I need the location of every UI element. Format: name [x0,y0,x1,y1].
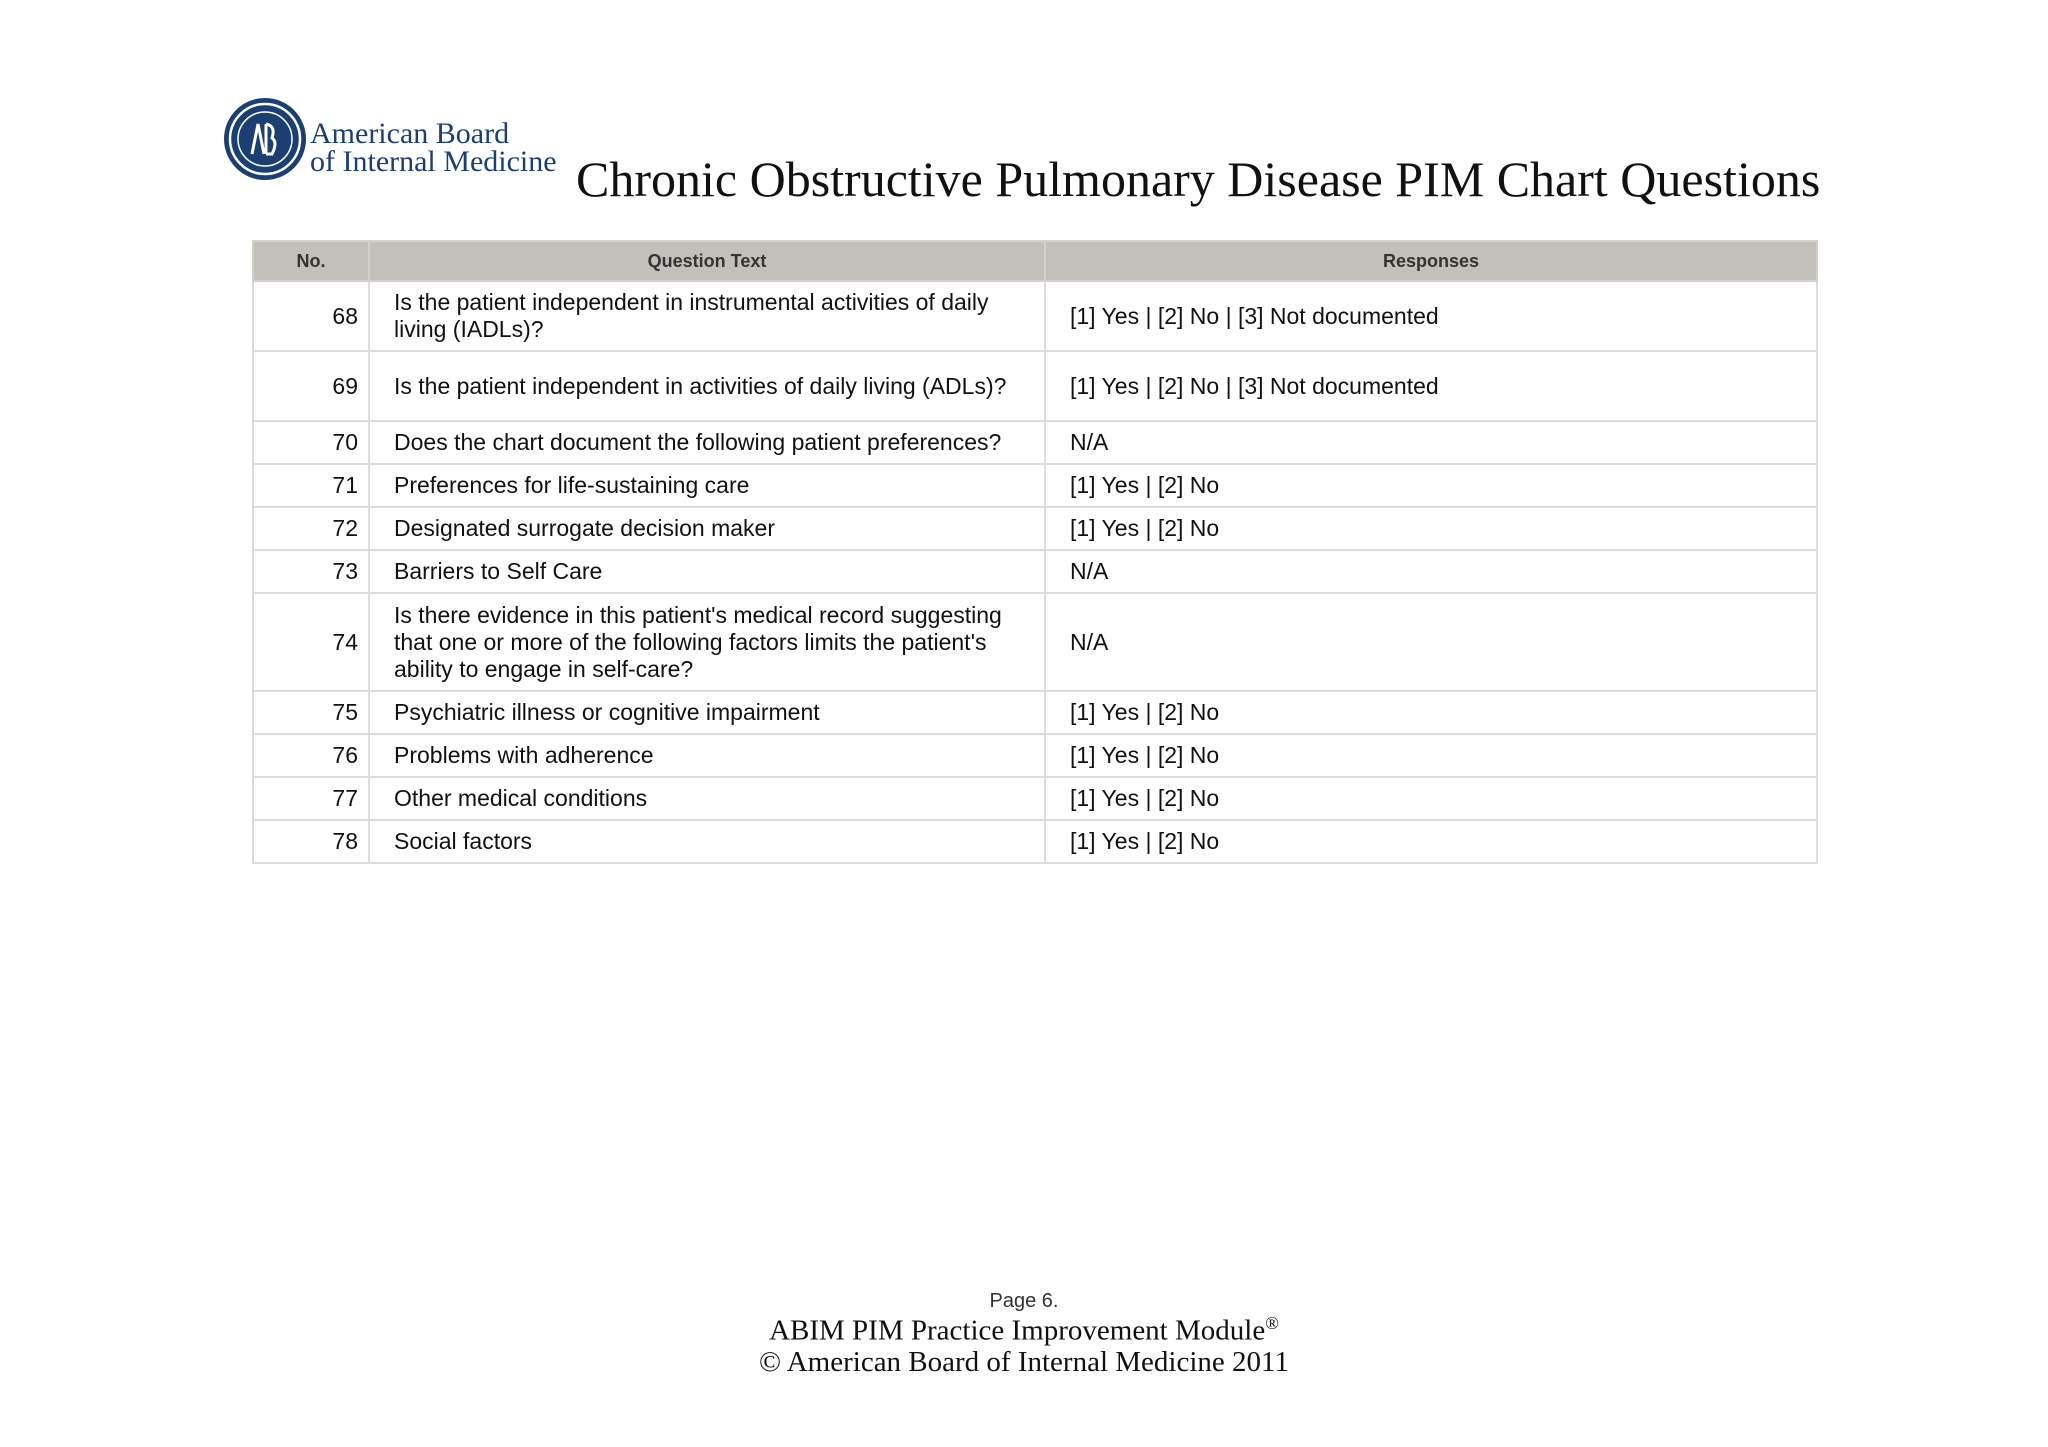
response-options: [1] Yes | [2] No [1045,464,1817,507]
abim-logo [222,96,562,186]
row-number: 69 [253,351,369,421]
footer-copyright: © American Board of Internal Medicine 2011 [759,1346,1289,1378]
question-text: Does the chart document the following patient preferences? [369,421,1045,464]
row-number: 72 [253,507,369,550]
response-options: N/A [1045,550,1817,593]
question-text: Problems with adherence [369,734,1045,777]
row-number: 75 [253,691,369,734]
logo-line-1: American Board [310,117,510,150]
column-header-responses: Responses [1045,241,1817,281]
question-text: Is there evidence in this patient's medical record suggesting that one or more of the following factors limits the patient's ability to engage in self-care? [369,593,1045,691]
page-title: Chronic Obstructive Pulmonary Disease PIM Chart Questions [576,151,1821,207]
logo-line-2: of Internal Medicine [310,145,557,178]
column-header-question: Question Text [369,241,1045,281]
response-options: N/A [1045,421,1817,464]
row-number: 68 [253,281,369,351]
table-header-row [253,241,1817,281]
response-options: [1] Yes | [2] No [1045,734,1817,777]
response-options: N/A [1045,593,1817,691]
table-row [253,734,1817,777]
question-text: Barriers to Self Care [369,550,1045,593]
row-number: 78 [253,820,369,863]
table-row [253,820,1817,863]
table-row [253,550,1817,593]
table-row [253,593,1817,691]
row-number: 77 [253,777,369,820]
table-row [253,281,1817,351]
table-row [253,351,1817,421]
footer-module-text: ABIM PIM Practice Improvement Module [769,1314,1266,1347]
row-number: 74 [253,593,369,691]
question-text: Psychiatric illness or cognitive impairment [369,691,1045,734]
question-text: Other medical conditions [369,777,1045,820]
response-options: [1] Yes | [2] No [1045,777,1817,820]
page-number: Page 6. [989,1290,1059,1312]
response-options: [1] Yes | [2] No [1045,507,1817,550]
row-number: 71 [253,464,369,507]
row-number: 76 [253,734,369,777]
footer-module-line [0,1313,2048,1348]
row-number: 73 [253,550,369,593]
question-text: Is the patient independent in activities of daily living (ADLs)? [369,351,1045,421]
table-row [253,777,1817,820]
response-options: [1] Yes | [2] No | [3] Not documented [1045,351,1817,421]
table-row [253,691,1817,734]
questions-table [252,240,1818,864]
column-header-no: No. [253,241,369,281]
response-options: [1] Yes | [2] No | [3] Not documented [1045,281,1817,351]
row-number: 70 [253,421,369,464]
question-text: Is the patient independent in instrumental activities of daily living (IADLs)? [369,281,1045,351]
question-text: Social factors [369,820,1045,863]
abim-seal-icon [222,96,308,182]
registered-mark: ® [1265,1313,1279,1333]
table-row [253,421,1817,464]
response-options: [1] Yes | [2] No [1045,691,1817,734]
logo-wordmark [310,117,557,178]
table-row [253,464,1817,507]
question-text: Designated surrogate decision maker [369,507,1045,550]
response-options: [1] Yes | [2] No [1045,820,1817,863]
question-text: Preferences for life-sustaining care [369,464,1045,507]
table-row [253,507,1817,550]
